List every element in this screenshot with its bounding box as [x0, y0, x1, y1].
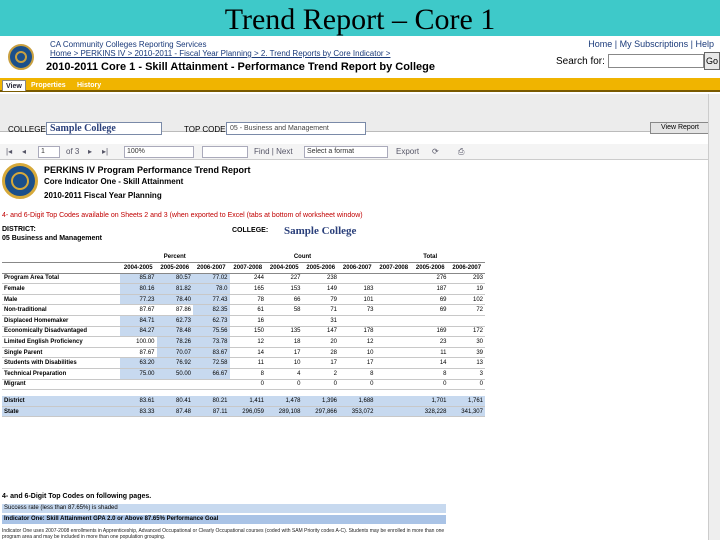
cell: 84.71: [120, 316, 157, 327]
cell: 149: [303, 284, 340, 295]
breadcrumb: [50, 40, 390, 58]
cell: 0: [266, 379, 303, 390]
cell: 87.11: [193, 406, 230, 417]
cell: 3: [449, 369, 486, 380]
cell: 353,072: [339, 406, 376, 417]
row-label: Technical Preparation: [2, 369, 120, 380]
cell: 62.73: [157, 316, 194, 327]
row-label: State: [2, 406, 120, 417]
table-row: [2, 347, 485, 358]
year-header-row: [2, 263, 485, 274]
cell: 78.48: [157, 326, 194, 337]
cell: 11: [230, 358, 267, 369]
cell: 75.00: [120, 369, 157, 380]
cell: 147: [303, 326, 340, 337]
cell: 1,701: [412, 396, 449, 407]
year-header: 2006-2007: [193, 263, 230, 274]
row-label: Economically Disadvantaged: [2, 326, 120, 337]
cell: 80.16: [120, 284, 157, 295]
cell: 1,478: [266, 396, 303, 407]
cell: 8: [230, 369, 267, 380]
cell: 83.67: [193, 347, 230, 358]
cell: 14: [412, 358, 449, 369]
cell: 66: [266, 294, 303, 305]
cell: 8: [412, 369, 449, 380]
app-logo: [8, 44, 34, 70]
cell: [376, 284, 413, 295]
cell: 0: [412, 379, 449, 390]
cell: 71: [303, 305, 340, 316]
cell: 87.67: [120, 347, 157, 358]
cell: 23: [412, 337, 449, 348]
methodology-note: Indicator One uses 2007-2008 enrollments in Apprenticeship, Advanced Occupational or Clearly Occupational courses (coded with SAM Priority codes A-C). Students may be enrolled in more than one program area and may be included in more than one population grouping.: [2, 528, 445, 540]
search-input[interactable]: [608, 54, 704, 68]
cell: 70.07: [157, 347, 194, 358]
page-count: of 3: [66, 147, 80, 156]
org-name: CA Community Colleges Reporting Services: [50, 40, 207, 49]
cell: 165: [230, 284, 267, 295]
slide-title: Trend Report – Core 1: [224, 3, 496, 36]
cell: 12: [339, 337, 376, 348]
year-header: 2005-2006: [157, 263, 194, 274]
cell: 17: [266, 347, 303, 358]
cell: 296,059: [230, 406, 267, 417]
export-link[interactable]: Export: [396, 147, 420, 156]
cell: 10: [266, 358, 303, 369]
cell: 28: [303, 347, 340, 358]
row-label: Migrant: [2, 379, 120, 390]
prev-page-icon[interactable]: ◂: [22, 147, 27, 156]
cell: 1,761: [449, 396, 486, 407]
row-label: Program Area Total: [2, 273, 120, 284]
cell: [376, 305, 413, 316]
cell: [339, 316, 376, 327]
last-page-icon[interactable]: ▸|: [102, 147, 109, 156]
year-header: 2007-2008: [230, 263, 267, 274]
cell: 297,866: [303, 406, 340, 417]
table-row: [2, 326, 485, 337]
cell: 17: [339, 358, 376, 369]
report-subheading: Core Indicator One - Skill Attainment: [44, 177, 184, 186]
print-icon[interactable]: ⎙: [458, 147, 465, 156]
next-page-icon[interactable]: ▸: [88, 147, 93, 156]
cell: 276: [412, 273, 449, 284]
cell: 187: [412, 284, 449, 295]
report-year: 2010-2011 Fiscal Year Planning: [44, 191, 162, 200]
cell: 11: [412, 347, 449, 358]
cell: 66.67: [193, 369, 230, 380]
cell: 77.02: [193, 273, 230, 284]
cell: [266, 316, 303, 327]
cell: 87.67: [120, 305, 157, 316]
topcode-select[interactable]: 05 - Business and Management: [226, 122, 366, 135]
group-header-row: [2, 252, 485, 263]
table-row: [2, 379, 485, 390]
find-input[interactable]: [202, 146, 248, 158]
table-row: [2, 294, 485, 305]
district-label: DISTRICT:: [2, 226, 36, 233]
cell: [412, 316, 449, 327]
tab-history[interactable]: History: [77, 82, 102, 89]
top-codes-note: 4- and 6-Digit Top Codes on following pages.: [2, 493, 152, 500]
cell: 2: [303, 369, 340, 380]
breadcrumb-path[interactable]: Home > PERKINS IV > 2010-2011 - Fiscal Year Planning > 2. Trend Reports by Core Indicator >: [50, 49, 391, 58]
table-row: [2, 284, 485, 295]
browser-screenshot: [0, 36, 720, 540]
cell: 1,688: [339, 396, 376, 407]
success-rate-note: Success rate (less than 87.65%) is shaded: [2, 504, 446, 513]
year-header: 2006-2007: [449, 263, 486, 274]
table-row: [2, 273, 485, 284]
cell: 0: [303, 379, 340, 390]
cell: 172: [449, 326, 486, 337]
cell: 135: [266, 326, 303, 337]
cell: [376, 379, 413, 390]
top-links[interactable]: Home | My Subscriptions | Help: [588, 39, 714, 49]
report-toolbar: [0, 144, 720, 160]
view-report-button[interactable]: View Report: [650, 122, 710, 134]
go-button[interactable]: Go: [704, 52, 720, 70]
page-number-input[interactable]: 1: [38, 146, 60, 158]
refresh-icon[interactable]: ⟳: [432, 147, 439, 156]
cell: [376, 316, 413, 327]
row-label: Single Parent: [2, 347, 120, 358]
cell: 238: [303, 273, 340, 284]
cell: 31: [303, 316, 340, 327]
cell: 289,108: [266, 406, 303, 417]
college-name: Sample College: [284, 225, 357, 237]
cell: 18: [266, 337, 303, 348]
cell: 69: [412, 305, 449, 316]
year-header: 2007-2008: [376, 263, 413, 274]
year-header: 2005-2006: [303, 263, 340, 274]
cell: [376, 396, 413, 407]
year-header: 2004-2005: [266, 263, 303, 274]
ccc-logo: [2, 163, 38, 199]
report-content: [0, 161, 706, 540]
cell: 1,411: [230, 396, 267, 407]
export-format-select[interactable]: Select a format: [304, 146, 388, 158]
group-header: Total: [376, 252, 486, 263]
topcode-label: TOP CODE: [184, 125, 226, 134]
tab-properties[interactable]: Properties: [31, 82, 66, 89]
row-label: Female: [2, 284, 120, 295]
cell: 19: [449, 284, 486, 295]
cell: [376, 337, 413, 348]
cell: 0: [230, 379, 267, 390]
college-label: COLLEGE: [8, 125, 46, 134]
state-row: [2, 406, 485, 417]
row-label: Male: [2, 294, 120, 305]
row-label: Students with Disabilities: [2, 358, 120, 369]
cell: 83.33: [120, 406, 157, 417]
cell: [120, 379, 157, 390]
cell: [376, 294, 413, 305]
cell: 61: [230, 305, 267, 316]
cell: 1,396: [303, 396, 340, 407]
cell: [449, 316, 486, 327]
first-page-icon[interactable]: |◂: [6, 147, 13, 156]
cell: 72.58: [193, 358, 230, 369]
cell: 80.41: [157, 396, 194, 407]
cell: 72: [449, 305, 486, 316]
cell: [376, 369, 413, 380]
cell: 82.35: [193, 305, 230, 316]
cell: 150: [230, 326, 267, 337]
cell: 169: [412, 326, 449, 337]
excel-note: 4- and 6-Digit Top Codes available on Sheets 2 and 3 (when exported to Excel (tabs at bottom of worksheet window): [2, 212, 363, 219]
cell: 12: [230, 337, 267, 348]
cell: [376, 347, 413, 358]
group-header: Percent: [120, 252, 230, 263]
cell: 75.56: [193, 326, 230, 337]
table-row: [2, 316, 485, 327]
cell: 73.78: [193, 337, 230, 348]
cell: [376, 406, 413, 417]
cell: [376, 358, 413, 369]
cell: 8: [339, 369, 376, 380]
cell: 10: [339, 347, 376, 358]
year-header: 2005-2006: [412, 263, 449, 274]
table-row: [2, 305, 485, 316]
cell: 83.61: [120, 396, 157, 407]
cell: 69: [412, 294, 449, 305]
cell: 153: [266, 284, 303, 295]
cell: 100.00: [120, 337, 157, 348]
row-label: Non-traditional: [2, 305, 120, 316]
cell: 328,228: [412, 406, 449, 417]
cell: 77.43: [193, 294, 230, 305]
cell: 0: [339, 379, 376, 390]
cell: [376, 326, 413, 337]
cell: 0: [449, 379, 486, 390]
cell: 87.86: [157, 305, 194, 316]
table-row: [2, 369, 485, 380]
cell: 81.82: [157, 284, 194, 295]
college-select[interactable]: Sample College: [46, 122, 162, 135]
vertical-scrollbar[interactable]: [708, 94, 720, 540]
cell: [193, 379, 230, 390]
cell: 293: [449, 273, 486, 284]
cell: 17: [303, 358, 340, 369]
find-next-links[interactable]: Find | Next: [254, 147, 293, 156]
cell: 73: [339, 305, 376, 316]
cell: 102: [449, 294, 486, 305]
row-label: Displaced Homemaker: [2, 316, 120, 327]
cell: 78.26: [157, 337, 194, 348]
cell: 87.48: [157, 406, 194, 417]
cell: 13: [449, 358, 486, 369]
cell: 62.73: [193, 316, 230, 327]
cell: [376, 273, 413, 284]
group-header: Count: [230, 252, 376, 263]
cell: [339, 273, 376, 284]
cell: 4: [266, 369, 303, 380]
tab-bar: [0, 78, 720, 92]
cell: 78: [230, 294, 267, 305]
cell: 76.92: [157, 358, 194, 369]
cell: 227: [266, 273, 303, 284]
cell: 341,307: [449, 406, 486, 417]
table-row: [2, 337, 485, 348]
row-label: Limited English Proficiency: [2, 337, 120, 348]
cell: 80.57: [157, 273, 194, 284]
cell: 101: [339, 294, 376, 305]
cell: 39: [449, 347, 486, 358]
year-header: 2006-2007: [339, 263, 376, 274]
cell: 14: [230, 347, 267, 358]
zoom-select[interactable]: 100%: [124, 146, 194, 158]
page-title: 2010-2011 Core 1 - Skill Attainment - Performance Trend Report by College: [46, 61, 435, 73]
tab-view[interactable]: View: [2, 80, 26, 91]
cell: 183: [339, 284, 376, 295]
cell: 85.87: [120, 273, 157, 284]
program-label: 05 Business and Management: [2, 235, 102, 242]
search-label: Search for:: [556, 56, 605, 67]
cell: 77.23: [120, 294, 157, 305]
cell: 30: [449, 337, 486, 348]
college-field-label: COLLEGE:: [232, 227, 269, 234]
report-heading: PERKINS IV Program Performance Trend Report: [44, 165, 251, 175]
cell: 50.00: [157, 369, 194, 380]
district-row: [2, 396, 485, 407]
cell: 79: [303, 294, 340, 305]
cell: 78.40: [157, 294, 194, 305]
cell: 58: [266, 305, 303, 316]
cell: 178: [339, 326, 376, 337]
cell: 16: [230, 316, 267, 327]
table-body: [2, 273, 485, 390]
cell: [157, 379, 194, 390]
cell: 244: [230, 273, 267, 284]
cell: 63.20: [120, 358, 157, 369]
indicator-line: Indicator One: Skill Attainment GPA 2.0 or Above 87.65% Performance Goal: [2, 515, 446, 524]
table-row: [2, 358, 485, 369]
row-label: District: [2, 396, 120, 407]
cell: 78.0: [193, 284, 230, 295]
trend-table: [2, 252, 485, 417]
cell: 80.21: [193, 396, 230, 407]
cell: 84.27: [120, 326, 157, 337]
year-header: 2004-2005: [120, 263, 157, 274]
cell: 20: [303, 337, 340, 348]
report-parameters: [0, 94, 720, 132]
